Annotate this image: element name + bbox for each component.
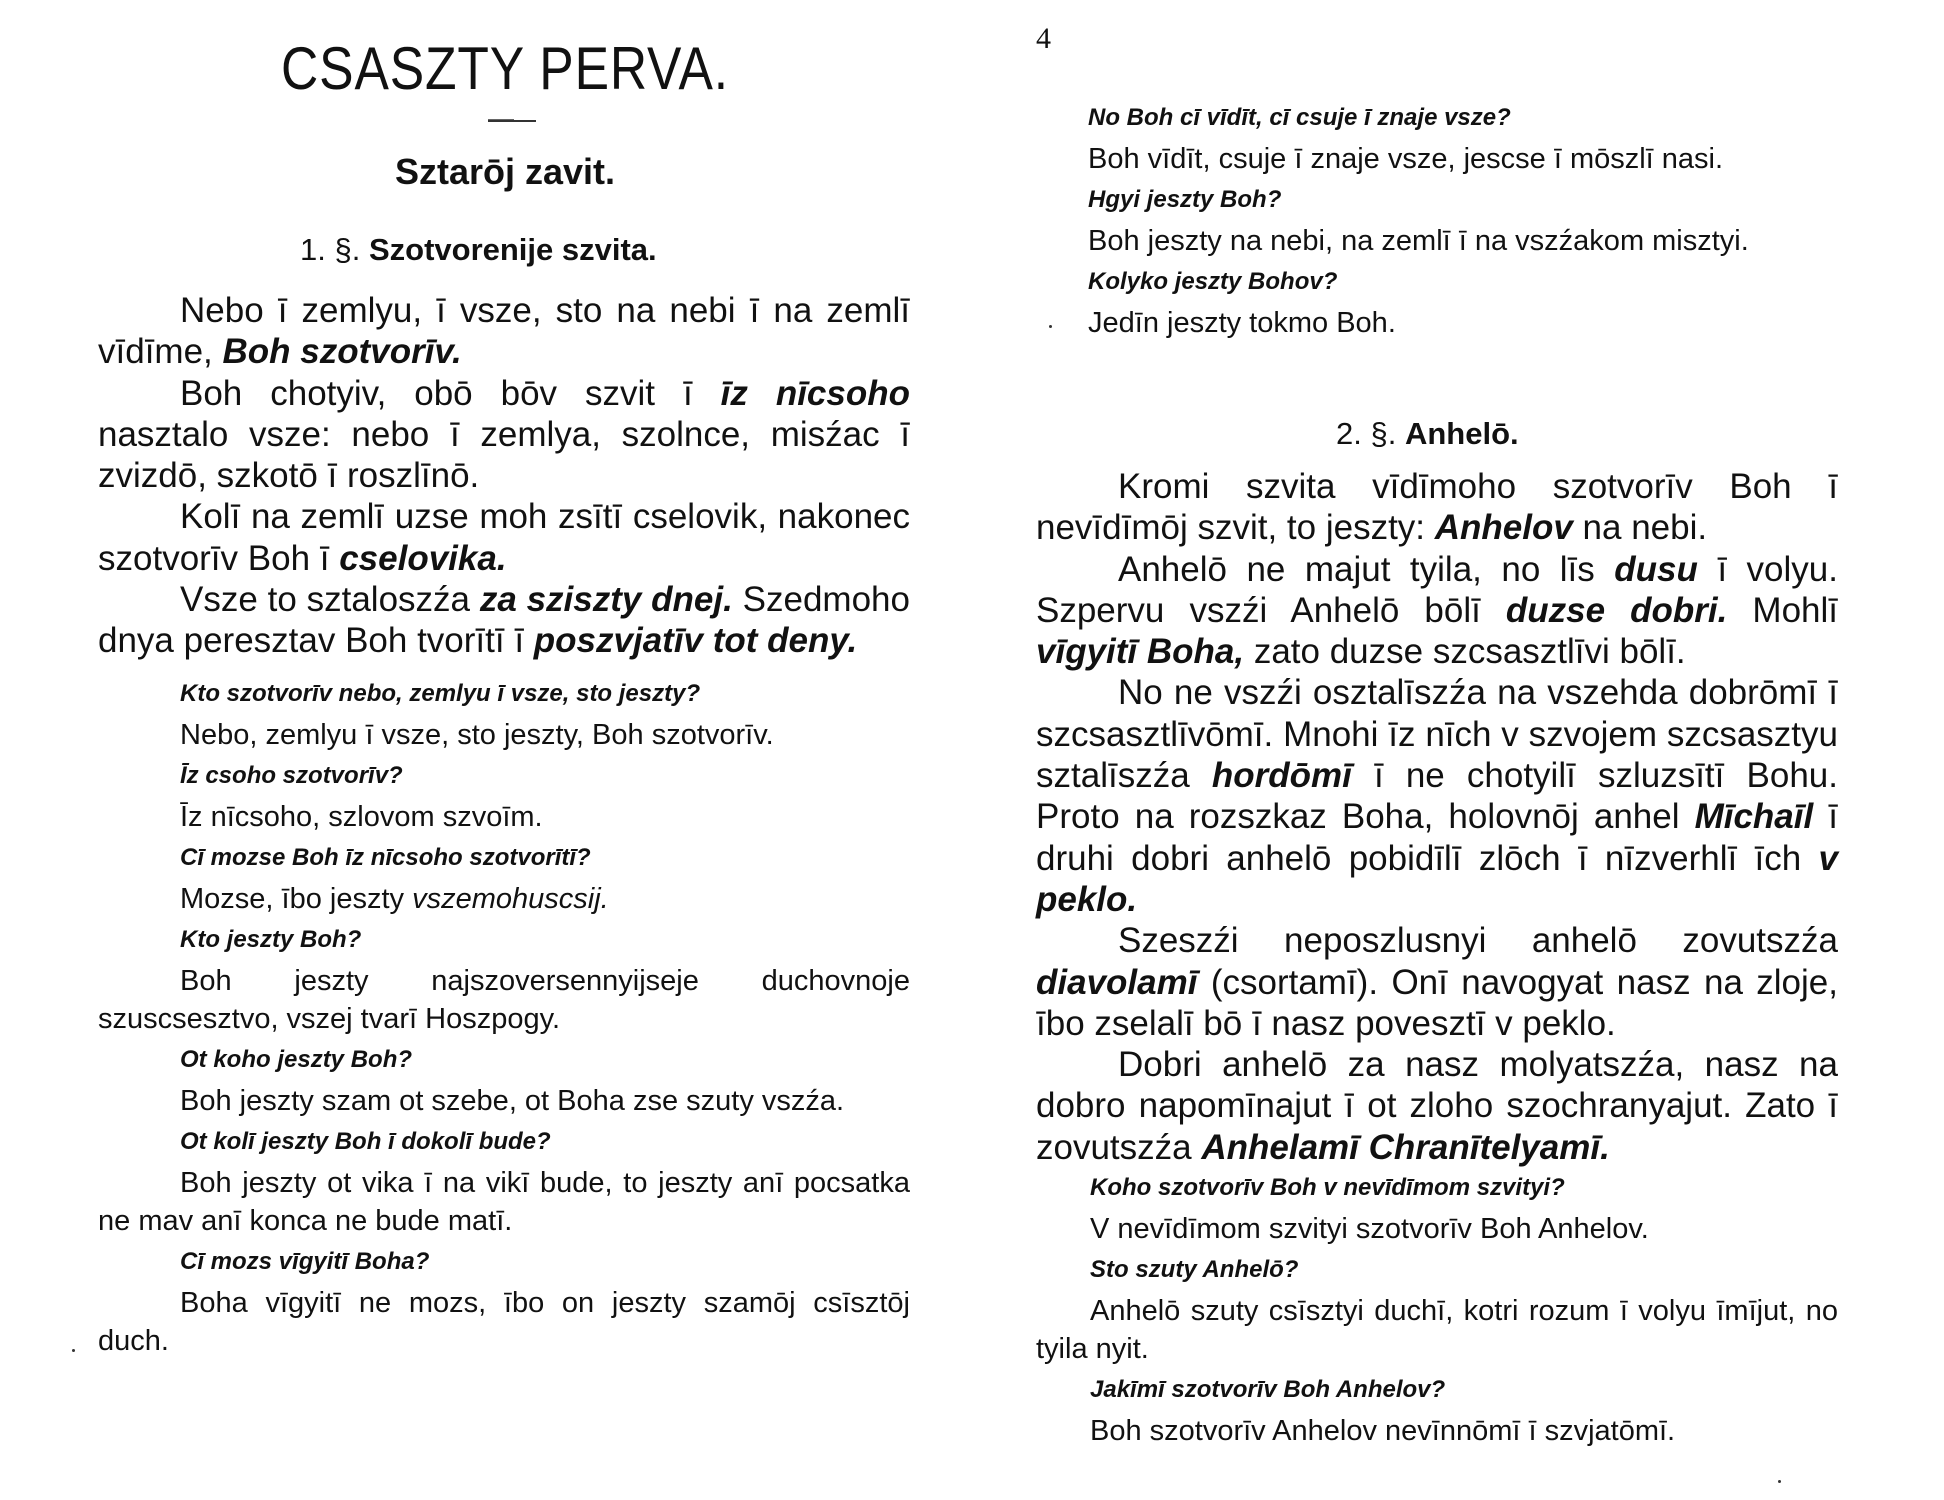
subtitle: Sztarōj zavit. <box>394 151 616 192</box>
answer: V nevīdīmom szvityi szotvorīv Boh Anhelov. <box>1090 1213 1649 1245</box>
question: Sto szuty Anhelō? <box>1090 1256 1299 1283</box>
answer: Nebo, zemlyu ī vsze, sto jeszty, Boh szotvorīv. <box>180 719 774 751</box>
question: Koho szotvorīv Boh v nevīdīmom szvityi? <box>1090 1174 1565 1201</box>
answer: Anhelō szuty csīsztyi duchī, kotri rozum ī volyu īmījut, no tyila nyit. <box>1036 1295 1838 1365</box>
paragraph: Kolī na zemlī uzse moh zsītī cselovik, nakonec szotvorīv Boh ī cselovika. <box>98 497 910 578</box>
title-divider <box>488 120 536 122</box>
question: Cī mozse Boh īz nīcsoho szotvorītī? <box>180 844 591 871</box>
paragraph: No ne vszźi osztalīszźa na vszehda dobrōmī ī szcsasztlīvōmī. Mnohi īz nīch v szvojem szcsasztyu sztalīszźa hordōmī ī ne chotyilī szluzsītī Bohu. Proto na rozszkaz Boha, holovnōj anhel Mīchaīl ī druhi dobri anhelō pobidīlī zlōch ī nīzverhlī īch v peklo. <box>1036 673 1838 919</box>
print-speck <box>1049 325 1052 328</box>
question: Ot kolī jeszty Boh ī dokolī bude? <box>180 1128 551 1155</box>
right-qa-bottom <box>1036 1166 1838 1450</box>
paragraph: Szeszźi neposzlusnyi anhelō zovutszźa diavolamī (csortamī). Onī navogyat nasz na zloje, ībo zselalī bō ī nasz povesztī v peklo. <box>1036 921 1838 1043</box>
question: Kolyko jeszty Bohov? <box>1088 268 1338 295</box>
answer: Jedīn jeszty tokmo Boh. <box>1088 307 1396 339</box>
question: Cī mozs vīgyitī Boha? <box>180 1248 430 1275</box>
right-page <box>972 0 1944 1500</box>
paragraph: Dobri anhelō za nasz molyatszźa, nasz na dobro napomīnajut ī ot zloho szochranyajut. Zato ī zovutszźa Anhelamī Chranītelyamī. <box>1036 1045 1838 1167</box>
question: Kto jeszty Boh? <box>180 926 362 953</box>
question: Jakīmī szotvorīv Boh Anhelov? <box>1090 1376 1446 1403</box>
section-title: Szotvorenije szvita. <box>368 232 657 267</box>
answer: Boh vīdīt, csuje ī znaje vsze, jescse ī mōszlī nasi. <box>1088 143 1724 175</box>
left-body-paragraphs <box>98 290 910 662</box>
section-number: 1. §. <box>300 232 361 267</box>
paragraph: Anhelō ne majut tyila, no līs dusu ī volyu. Szpervu vszźi Anhelō bōlī duzse dobri. Mohlī vīgyitī Boha, zato duzse szcsasztlīvi bōlī. <box>1036 549 1839 672</box>
right-body-paragraphs <box>1036 466 1838 1168</box>
right-qa-top <box>1032 96 1834 342</box>
answer: Boh szotvorīv Anhelov nevīnnōmī ī szvjatōmī. <box>1090 1415 1676 1447</box>
paragraph: Kromi szvita vīdīmoho szotvorīv Boh ī nevīdīmōj szvit, to jeszty: Anhelov na nebi. <box>1036 467 1838 548</box>
part-title: CSASZTY PERVA. <box>281 35 729 102</box>
answer: Īz nīcsoho, szlovom szvoīm. <box>180 801 543 833</box>
question: Īz csoho szotvorīv? <box>180 762 403 789</box>
question: No Boh cī vīdīt, cī csuje ī znaje vsze? <box>1088 104 1511 131</box>
paragraph: Vsze to sztaloszźa za sziszty dnej. Szedmoho dnya peresztav Boh tvorītī ī poszvjatīv tot deny. <box>98 580 910 661</box>
question: Kto szotvorīv nebo, zemlyu ī vsze, sto jeszty? <box>180 680 701 707</box>
page-number: 4 <box>1036 22 1051 55</box>
answer: Boh jeszty na nebi, na zemlī ī na vszźakom misztyi. <box>1088 225 1749 257</box>
paragraph: Boh chotyiv, obō bōv szvit ī īz nīcsoho nasztalo vsze: nebo ī zemlya, szolnce, misźac ī zvizdō, szkotō ī roszlīnō. <box>98 373 910 496</box>
print-speck <box>72 1349 75 1352</box>
answer: Boh jeszty ot vika ī na vikī bude, to jeszty anī pocsatka ne mav anī konca ne bude matī. <box>98 1167 910 1237</box>
question: Ot koho jeszty Boh? <box>180 1046 413 1073</box>
section-heading-2 <box>1336 416 1519 452</box>
answer: Boh jeszty szam ot szebe, ot Boha zse szuty vszźa. <box>180 1085 845 1117</box>
print-speck <box>1778 1480 1781 1483</box>
answer: Boh jeszty najszoversennyijseje duchovnoje szuscsesztvo, vszej tvarī Hoszpogy. <box>98 965 910 1035</box>
paragraph: Nebo ī zemlyu, ī vsze, sto na nebi ī na zemlī vīdīme, Boh szotvorīv. <box>98 291 910 372</box>
left-qa-list <box>98 672 910 1360</box>
question: Hgyi jeszty Boh? <box>1088 186 1282 213</box>
section-heading-1 <box>300 232 657 268</box>
answer: Mozse, ībo jeszty vszemohuscsij. <box>180 883 609 915</box>
section-title: Anhelō. <box>1404 416 1519 451</box>
answer: Boha vīgyitī ne mozs, ībo on jeszty szamōj csīsztōj duch. <box>98 1287 910 1357</box>
section-number: 2. §. <box>1336 416 1397 451</box>
